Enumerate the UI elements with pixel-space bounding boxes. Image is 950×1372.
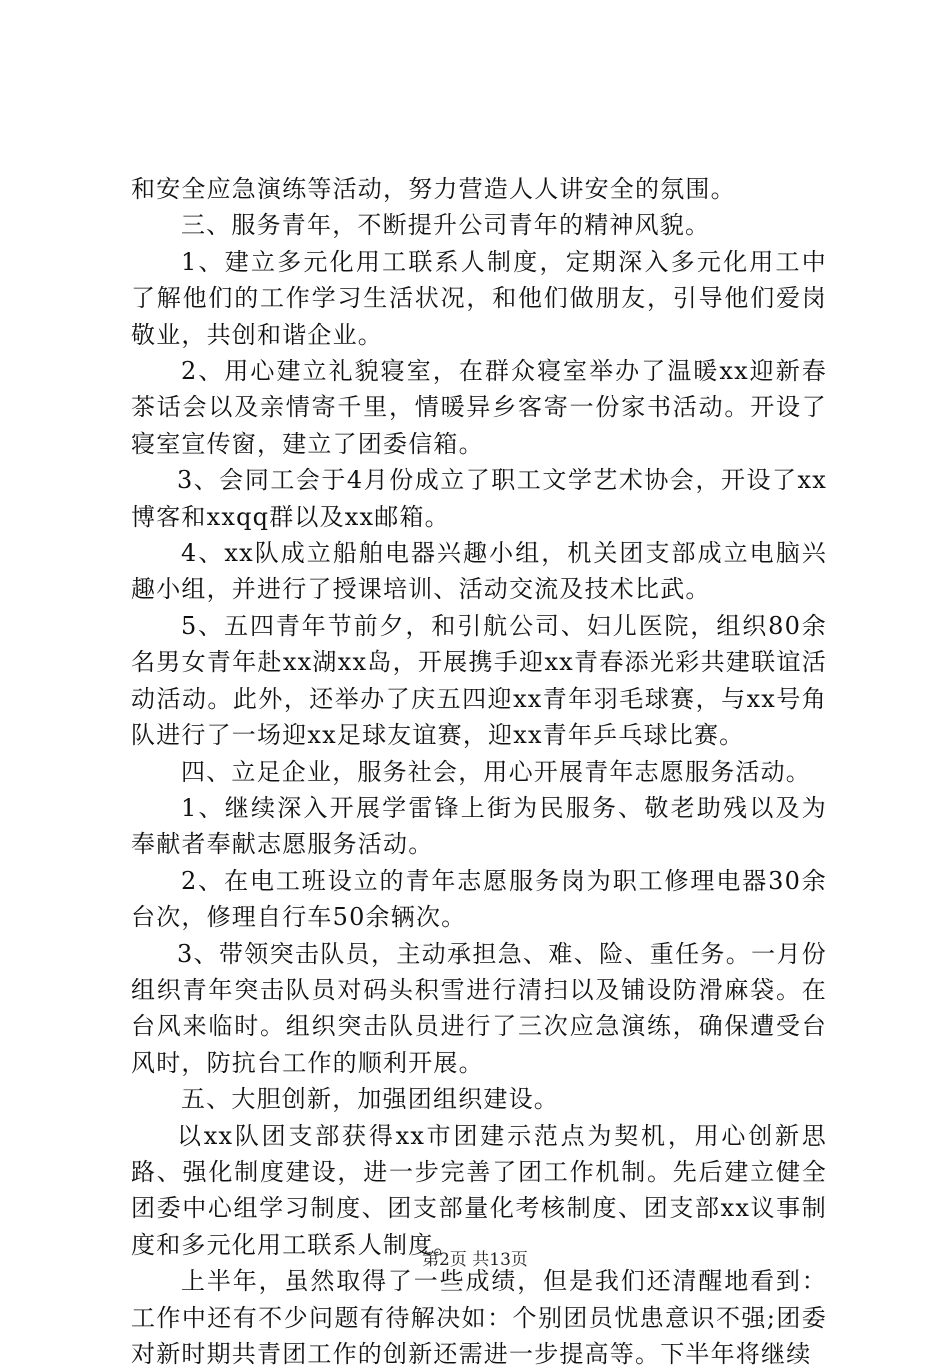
paragraph: 5、五四青年节前夕，和引航公司、妇儿医院，组织80余名男女青年赴xx湖xx岛，开展携手迎xx青春添光彩共建联谊活动活动。此外，还举办了庆五四迎xx青年羽毛球赛，与xx号角队进行了一场迎xx足球友谊赛，迎xx青年乒乓球比赛。 [131,611,827,750]
paragraph: 上半年，虽然取得了一些成绩，但是我们还清醒地看到：工作中还有不少问题有待解决如：个别团员忧患意识不强;团委对新时期共青团工作的创新还需进一步提高等。下半年将继续 [131,1267,827,1368]
paragraph: 1、建立多元化用工联系人制度，定期深入多元化用工中了解他们的工作学习生活状况，和他们做朋友，引导他们爱岗敬业，共创和谐企业。 [131,247,827,349]
paragraph: 4、xx队成立船舶电器兴趣小组，机关团支部成立电脑兴趣小组，并进行了授课培训、活动交流及技术比武。 [131,539,827,604]
paragraph: 以xx队团支部获得xx市团建示范点为契机，用心创新思路、强化制度建设，进一步完善了团工作机制。先后建立健全团委中心组学习制度、团支部量化考核制度、团支部xx议事制度和多元化用工联系人制度。 [131,1121,827,1259]
section-heading: 三、服务青年，不断提升公司青年的精神风貌。 [181,211,711,240]
section-heading: 五、大胆创新，加强团组织建设。 [181,1085,559,1114]
paragraph: 和安全应急演练等活动，努力营造人人讲安全的氛围。 [131,175,736,203]
paragraph: 2、在电工班设立的青年志愿服务岗为职工修理电器30余台次，修理自行车50余辆次。 [131,866,827,932]
document-body [131,171,827,1372]
page-footer: 第2页 共13页 [422,1250,528,1270]
paragraph: 2、用心建立礼貌寝室，在群众寝室举办了温暖xx迎新春茶话会以及亲情寄千里，情暖异乡客寄一份家书活动。开设了寝室宣传窗，建立了团委信箱。 [131,357,827,458]
section-heading: 四、立足企业，服务社会，用心开展青年志愿服务活动。 [181,757,811,786]
paragraph: 3、带领突击队员，主动承担急、难、险、重任务。一月份组织青年突击队员对码头积雪进行清扫以及铺设防滑麻袋。在台风来临时。组织突击队员进行了三次应急演练，确保遭受台风时，防抗台工作的顺利开展。 [131,939,827,1077]
paragraph: 3、会同工会于4月份成立了职工文学艺术协会，开设了xx博客和xxqq群以及xx邮箱。 [131,466,827,531]
paragraph: 1、继续深入开展学雷锋上街为民服务、敬老助残以及为奉献者奉献志愿服务活动。 [131,793,827,859]
